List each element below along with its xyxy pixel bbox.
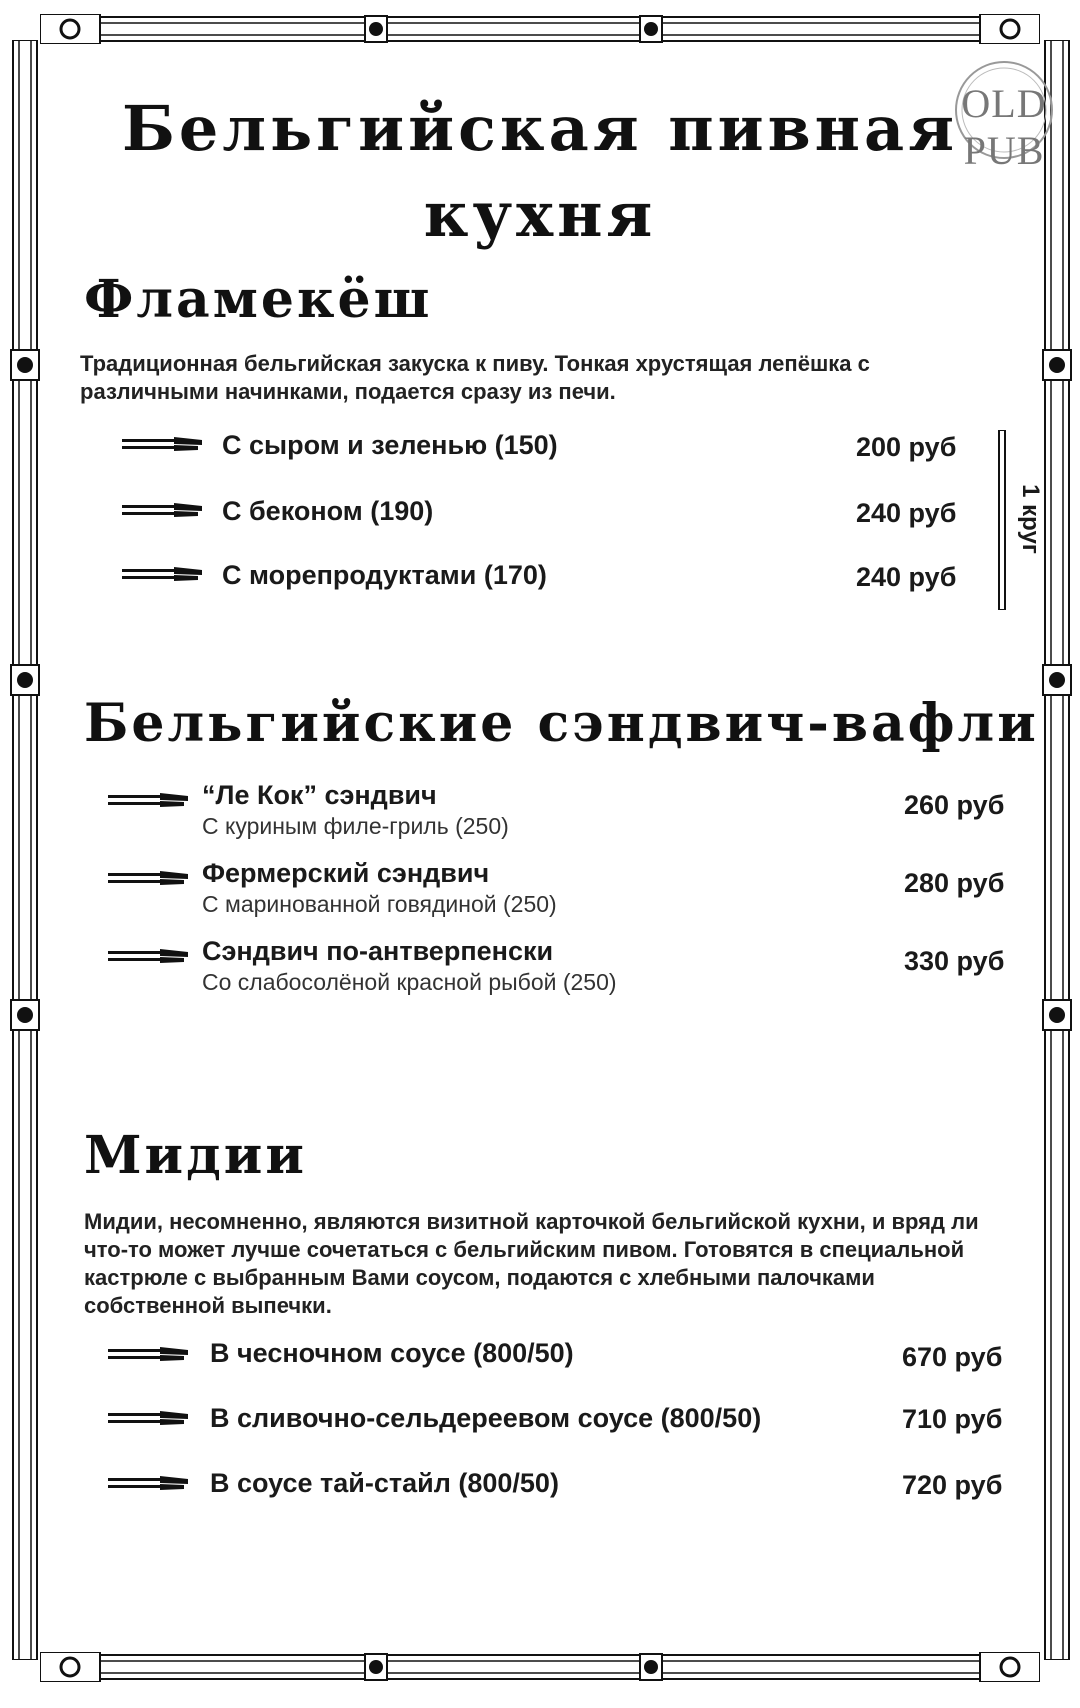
ornamental-border-left bbox=[10, 40, 40, 1660]
menu-item-price: 670 руб bbox=[902, 1342, 1003, 1372]
knife-fork-icon bbox=[108, 1475, 188, 1491]
menu-item-name: В чесночном соусе (800/50) bbox=[210, 1338, 574, 1368]
knife-fork-icon bbox=[122, 436, 202, 452]
menu-item-name: Сэндвич по-антверпенски bbox=[202, 936, 554, 966]
ornamental-border-bottom bbox=[40, 1652, 1040, 1682]
section-description: Мидии, несомненно, являются визитной карточкой бельгийской кухни, и вряд ли что-то может лучше сочетаться с бельгийским пивом. Готовятся в специальной кастрюле с выбранным Вами соусом, подаются с хлебными палочками собственной выпечки. bbox=[84, 1209, 979, 1318]
menu-item-name: В соусе тай-стайл (800/50) bbox=[210, 1468, 559, 1498]
menu-item-name: “Ле Кок” сэндвич bbox=[202, 780, 437, 810]
menu-item-name: С морепродуктами (170) bbox=[222, 560, 547, 590]
section-description: Традиционная бельгийская закуска к пиву. Тонкая хрустящая лепёшка с различными начинками, подается сразу из печи. bbox=[80, 351, 870, 404]
section-heading-flammekueche: Фламекёш bbox=[84, 269, 433, 330]
price-bracket bbox=[998, 430, 1006, 610]
menu-item-price: 260 руб bbox=[904, 790, 1005, 820]
portion-note: 1 круг bbox=[1017, 484, 1044, 554]
menu-item-price: 240 руб bbox=[856, 562, 957, 592]
menu-item-subtitle: С маринованной говядиной (250) bbox=[202, 891, 557, 917]
ornamental-border-top bbox=[40, 14, 1040, 44]
menu-item-price: 710 руб bbox=[902, 1404, 1003, 1434]
knife-fork-icon bbox=[108, 948, 188, 964]
knife-fork-icon bbox=[108, 792, 188, 808]
menu-item-price: 240 руб bbox=[856, 498, 957, 528]
menu-item-price: 330 руб bbox=[904, 946, 1005, 976]
ornamental-border-right bbox=[1042, 40, 1072, 1660]
knife-fork-icon bbox=[108, 870, 188, 886]
menu-item-price: 720 руб bbox=[902, 1470, 1003, 1500]
page-title: Бельгийская пивная кухня bbox=[121, 92, 959, 251]
menu-item-name: С беконом (190) bbox=[222, 496, 434, 526]
menu-item-name: Фермерский сэндвич bbox=[202, 858, 490, 888]
menu-item-price: 200 руб bbox=[856, 432, 957, 462]
logo-text: OLD PUB bbox=[961, 81, 1047, 173]
knife-fork-icon bbox=[122, 566, 202, 582]
section-heading-mussels: Мидии bbox=[84, 1125, 307, 1186]
menu-item-subtitle: Со слабосолёной красной рыбой (250) bbox=[202, 969, 617, 995]
menu-item-subtitle: С куриным филе-гриль (250) bbox=[202, 813, 509, 839]
menu-item-name: В сливочно-сельдерeевом соусе (800/50) bbox=[210, 1403, 762, 1433]
knife-fork-icon bbox=[108, 1410, 188, 1426]
menu-item-price: 280 руб bbox=[904, 868, 1005, 898]
menu-item-name: С сыром и зеленью (150) bbox=[222, 430, 558, 460]
knife-fork-icon bbox=[108, 1346, 188, 1362]
knife-fork-icon bbox=[122, 502, 202, 518]
section-heading-waffles: Бельгийские сэндвич-вафли bbox=[84, 693, 1039, 754]
